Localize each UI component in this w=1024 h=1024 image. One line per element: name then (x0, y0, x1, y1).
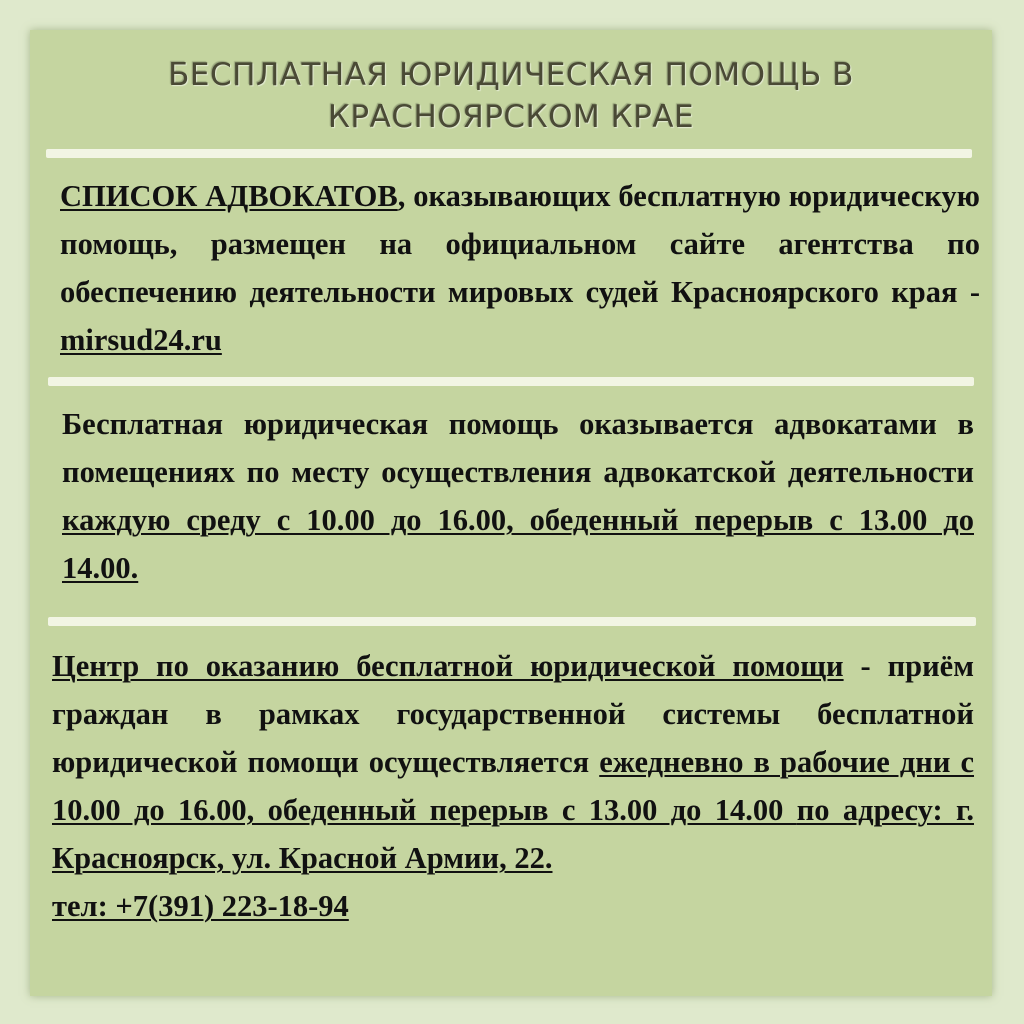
divider-3 (48, 617, 976, 626)
lawyers-list-heading: СПИСОК АДВОКАТОВ (60, 179, 398, 213)
title-line-2: КРАСНОЯРСКОМ КРАЕ (327, 99, 695, 135)
legal-aid-center-address: по адресу: г. Красноярск, ул. Красной Армии, 22. (52, 793, 974, 875)
title-line-1: БЕСПЛАТНАЯ ЮРИДИЧЕСКАЯ ПОМОЩЬ В (168, 57, 854, 93)
mirsud24-link[interactable]: mirsud24.ru (60, 323, 222, 357)
legal-aid-center-schedule: ежедневно в рабочие дни с 10.00 до 16.00, обеденный перерыв с 13.00 до 14.00 (52, 745, 974, 827)
lawyers-schedule: каждую среду с 10.00 до 16.00, обеденный перерыв с 13.00 до 14.00. (62, 503, 974, 585)
page-title (30, 54, 992, 138)
free-legal-aid-section (62, 400, 974, 592)
free-legal-aid-text: Бесплатная юридическая помощь оказывается адвокатами в помещениях по месту осуществления адвокатской деятельности (62, 407, 974, 489)
legal-aid-center-text: - приём граждан в рамках государственной системы бесплатной юридической помощи осуществляется (52, 649, 974, 779)
lawyers-list-text: , оказывающих бесплатную юридическую помощь, размещен на официальном сайте агентства по обеспечению деятельности мировых судей Красноярского края - (60, 179, 980, 309)
lawyers-list-section (60, 172, 980, 364)
divider-1 (46, 149, 972, 158)
legal-aid-center-phone[interactable]: тел: +7(391) 223-18-94 (52, 889, 349, 923)
info-panel (30, 30, 992, 996)
legal-aid-center-heading: Центр по оказанию бесплатной юридической помощи (52, 649, 844, 683)
legal-aid-center-section (52, 642, 974, 930)
divider-2 (48, 377, 974, 386)
